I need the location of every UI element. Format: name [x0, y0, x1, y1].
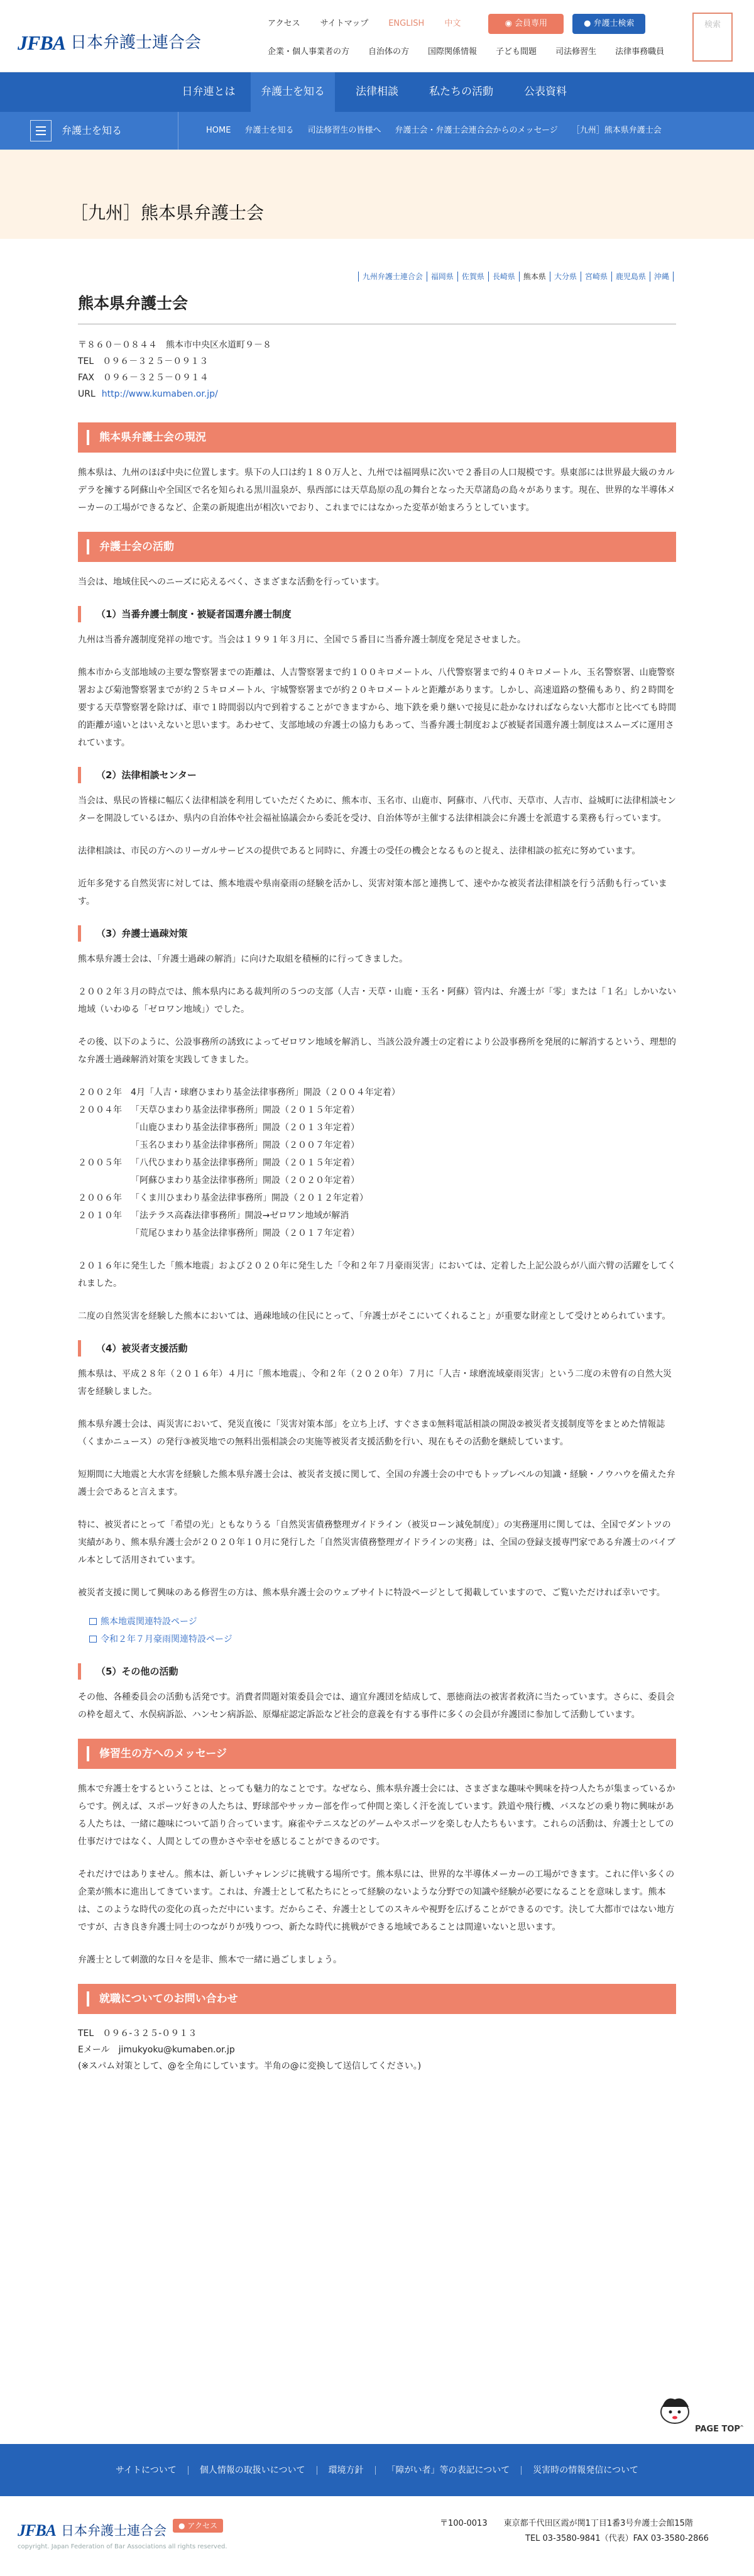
region-link-nagasaki[interactable]: 長崎県: [488, 272, 519, 282]
disaster-text-2: 熊本県弁護士会は、両災害において、発災直後に「災害対策本部」を立ち上げ、すぐさま①無料電話相談の開設②被災者支援制度等をまとめた情報誌（くまかニュース）の発行③被災地での無料出張相談会の実施等被災者支援活動を行い、現在もその活動を継続しています。: [78, 1419, 665, 1447]
util-english-link[interactable]: ENGLISH: [388, 19, 425, 29]
region-link-okinawa[interactable]: 沖縄: [650, 272, 674, 282]
section-heading-message: 修習生の方へのメッセージ: [78, 1739, 676, 1769]
section-heading-status: 熊本県弁護士会の現況: [78, 422, 676, 453]
region-link-oita[interactable]: 大分県: [550, 272, 581, 282]
logo-mark: JFBA: [18, 31, 66, 54]
disaster-text-3: 短期間に大地震と大水害を経験した熊本県弁護士会は、被災者支援に関して、全国の弁護士会の中でもトップレベルの知識・経験・ノウハウを備えた弁護士会であると言えます。: [78, 1470, 675, 1497]
section-heading-employment: 就職についてのお問い合わせ: [78, 1984, 676, 2014]
consultation-text-3: 近年多発する自然災害に対しては、熊本地震や県南豪雨の経験を活かし、災害対策本部と連携して、速やかな被災者法律相談を行う活動も行っています。: [78, 879, 667, 906]
footer-access-button[interactable]: [173, 2519, 223, 2533]
nav-item-legal-consultation[interactable]: 法律相談: [356, 85, 398, 99]
section-heading-activities: 弁護士会の活動: [78, 532, 676, 562]
util-sitemap-link[interactable]: サイトマップ: [320, 19, 369, 29]
site-header: [0, 0, 754, 72]
logo-text: 日本弁護士連合会: [70, 33, 202, 53]
consultation-text-2: 法律相談は、市民の方へのリーガルサービスの提供であると同時に、弁護士の受任の機会となるものと捉え、法律相談の拡充に努めています。: [78, 846, 641, 856]
lawyer-search-label: 弁護士検索: [593, 19, 635, 29]
org-url-link[interactable]: http://www.kumaben.or.jp/: [101, 389, 218, 399]
list-item: ２００５年 「八代ひまわり基金法律事務所」開設（２０１５年定着）: [78, 1158, 359, 1168]
org-name: 熊本県弁護士会: [78, 289, 676, 324]
util-access-link[interactable]: アクセス: [268, 19, 300, 29]
list-item: 「荒尾ひまわり基金法律事務所」開設（２０１７年定着）: [131, 1228, 359, 1238]
disaster-links: [89, 1613, 676, 1648]
member-only-button[interactable]: [488, 14, 564, 34]
person-icon: ●: [584, 19, 591, 29]
lock-icon: ◉: [505, 19, 512, 29]
employment-note: (※スパム対策として、@を全角にしています。半角の@に変換して送信してください。): [78, 2061, 422, 2071]
footer-link-privacy[interactable]: 個人情報の取扱いについて: [188, 2466, 317, 2475]
list-item: ２００２年 4月「人吉・球磨ひまわり基金法律事務所」開設（２００４年定着）: [78, 1087, 400, 1098]
site-footer: [0, 2496, 754, 2576]
audience-link-business[interactable]: 企業・個人事業者の方: [268, 47, 350, 57]
search-box[interactable]: [692, 13, 733, 62]
depopulation-text-4: ２０１６年に発生した「熊本地震」および２０２０年に発生した「令和２年７月豪雨災害」においては、定着した上記公設らが八面六臂の活躍をしてくれました。: [78, 1261, 676, 1289]
member-only-label: 会員専用: [515, 19, 548, 29]
list-item: 「玉名ひまわり基金法律事務所」開設（２００７年定着）: [131, 1140, 359, 1150]
employment-contact: [78, 2025, 676, 2074]
subheading-disaster-support: （4）被災者支援活動: [78, 1340, 676, 1357]
breadcrumb-current: ［九州］熊本県弁護士会: [571, 126, 662, 136]
disaster-text-1: 熊本県は、平成２８年（２０１６年）４月に「熊本地震」、令和２年（２０２０年）７月に「人吉・球磨流域豪雨災害」という二度の未曾有の自然大災害を経験しました。: [78, 1369, 672, 1397]
title-band: [0, 150, 754, 239]
depopulation-text-5: 二度の自然災害を経験した熊本においては、過疎地域の住民にとって、「弁護士がそこにいてくれること」が重要な財産として受けとめられています。: [78, 1311, 671, 1321]
consultation-text-1: 当会は、県民の皆様に幅広く法律相談を利用していただくために、熊本市、玉名市、山鹿市、阿蘇市、八代市、天草市、人吉市、益城町に法律相談センターを開設しているほか、県内の自治体や社会福祉協議会から委託を受け、自治体等が主催する法律相談会に弁護士を派遣する業務も行っています。: [78, 796, 676, 823]
employment-mail: Eメール jimukyoku@kumaben.or.jp: [78, 2045, 235, 2055]
message-text-1: 熊本で弁護士をするということは、とっても魅力的なことです。なぜなら、熊本県弁護士会には、さまざまな趣味や興味を持つ人たちが集まっているからです。例えば、スポーツ好きの人たちは、野球部やサッカー部を作って仲間と楽しく汗を流しています。鉄道や飛行機、バスなどの乗り物に興味がある人たちは、一緒に趣味について語り合っています。麻雀やテニスなどのゲームやスポーツを楽しむ人たちもいます。これらの活動は、弁護士としての仕事だけではなく、人間としての豊かさや幸せを感じることができるのです。: [78, 1784, 675, 1847]
breadcrumb: [206, 123, 662, 138]
duty-lawyer-text-1: 九州は当番弁護制度発祥の地です。当会は１９９１年３月に、全国で５番目に当番弁護士制度を発足させました。: [78, 635, 526, 645]
other-text: その他、各種委員会の活動も活発です。消費者問題対策委員会では、適宜弁護団を結成して、悪徳商法の被害者救済に当たっています。さらに、委員会の枠を超えて、水俣病訴訟、ハンセン病訴訟、原爆症認定訴訟など社会的意義を有する事件に多くの会員が弁護団に参加して活動しています。: [78, 1692, 675, 1720]
page-title: ［九州］熊本県弁護士会: [70, 202, 265, 223]
region-link-fukuoka[interactable]: 福岡県: [427, 272, 457, 282]
character-illustration-icon: [653, 2393, 697, 2425]
region-link-miyazaki[interactable]: 宮崎県: [581, 272, 611, 282]
breadcrumb-messages[interactable]: 弁護士会・弁護士会連合会からのメッセージ: [395, 126, 558, 136]
footer-link-notation[interactable]: 「障がい者」等の表記について: [375, 2466, 522, 2475]
breadcrumb-home[interactable]: HOME: [206, 126, 231, 136]
org-url-label: URL: [78, 389, 96, 399]
org-postal: 〒８６０－０８４４ 熊本市中央区水道町９－８: [78, 340, 271, 350]
section-name: 弁護士を知る: [62, 112, 178, 150]
search-label: 検索: [704, 20, 721, 30]
lawyer-search-button[interactable]: [572, 14, 645, 34]
subheading-other: （5）その他の活動: [78, 1663, 676, 1680]
list-item: 「阿蘇ひまわり基金法律事務所」開設（２０２０年定着）: [131, 1175, 359, 1186]
footer-link-about-site[interactable]: サイトについて: [116, 2465, 177, 2475]
org-fax: FAX ０９６－３２５－０９１４: [78, 373, 209, 383]
nav-item-activities[interactable]: 私たちの活動: [429, 85, 493, 99]
audience-link-international[interactable]: 国際関係情報: [428, 47, 478, 57]
list-item: 「山鹿ひまわり基金法律事務所」開設（２０１３年定着）: [131, 1123, 359, 1133]
footer-access-label: アクセス: [187, 2521, 217, 2530]
chevron-up-icon: ⌃: [739, 2424, 745, 2432]
footer-logo-text: 日本弁護士連合会: [61, 2523, 167, 2538]
message-text-3: 弁護士として刺激的な日々を是非、熊本で一緒に過ごしましょう。: [78, 1955, 342, 1965]
disaster-text-4: 特に、被災者にとって「希望の光」ともなりうる「自然災害債務整理ガイドライン（被災ローン減免制度）」の実務運用に関しては、全国でダントツの実績があり、熊本県弁護士会が２０２０年１０月に発行した「自然災害債務整理ガイドラインの実務」は、全国の登録支援専門家である弁護士のバイブル本として活用されています。: [78, 1520, 675, 1565]
employment-tel: TEL ０９６-３２５-０９１３: [78, 2028, 197, 2039]
nav-item-know-lawyers[interactable]: 弁護士を知る: [251, 72, 335, 112]
menu-icon[interactable]: [30, 120, 52, 141]
audience-nav: [268, 45, 683, 59]
footer-logo-mark: JFBA: [18, 2521, 57, 2540]
subheading-depopulation: （3）弁護士過疎対策: [78, 925, 676, 942]
depopulation-text-1: 熊本県弁護士会は、「弁護士過疎の解消」に向けた取組を積極的に行ってきました。: [78, 954, 408, 964]
nav-item-publications[interactable]: 公表資料: [524, 85, 567, 99]
footer-link-disaster-info[interactable]: 災害時の情報発信について: [521, 2466, 650, 2475]
audience-link-staff[interactable]: 法律事務職員: [615, 47, 665, 57]
activities-intro: 当会は、地域住民へのニーズに応えるべく、さまざまな活動を行っています。: [78, 577, 385, 587]
rain-page-link[interactable]: 令和２年７月豪雨関連特設ページ: [101, 1634, 232, 1644]
page-top-label: PAGE TOP: [695, 2425, 740, 2434]
footer-address: 〒100-0013 東京都千代田区霞が関1丁目1番3号弁護士会館15階: [440, 2519, 693, 2528]
depopulation-text-2: ２００２年３月の時点では、熊本県内にある裁判所の５つの支部（人吉・天草・山鹿・玉名・阿蘇）管内は、弁護士が「零」または「１名」しかいない地域（いわゆる「ゼロワン地域」）でした。: [78, 987, 676, 1015]
external-link-icon: [89, 1618, 97, 1625]
utility-nav: [268, 14, 645, 34]
org-tel: TEL ０９６－３２５－０９１３: [78, 356, 209, 366]
disaster-text-5: 被災者支援に関して興味のある修習生の方は、熊本県弁護士会のウェブサイトに特設ページとして掲載していますので、ご覧いただければ幸いです。: [78, 1588, 665, 1598]
copyright: copyright. Japan Federation of Bar Associations all rights reserved.: [18, 2543, 227, 2550]
nav-item-about[interactable]: 日弁連とは: [182, 85, 236, 99]
duty-lawyer-text-2: 熊本市から支部地域の主要な警察署までの距離は、人吉警察署まで約１００キロメートル、八代警察署まで約４０キロメートル、玉名警察署、山鹿警察署および菊池警察署までが約２５キロメートル、宇城警察署までが約２０キロメートルと距離があります。しかし、高速道路の整備もあり、約２時間を要する天草警察署を除けば、車で１時間弱以内で到着することができますから、地下鉄を乗り継いで接見に赴かなければならない大都市と比べても時間的距離が遠いとはいえないと思います。あわせて、支部地域の弁護士の協力もあって、当番弁護士制度および被疑者国選弁護士制度はスムーズに運用されています。: [78, 668, 676, 748]
subheading-duty-lawyer: （1）当番弁護士制度・被疑者国選弁護士制度: [78, 606, 676, 622]
message-text-2: それだけではありません。熊本は、新しいチャレンジに挑戦する場所です。熊本県には、世界的な半導体メーカーの工場ができます。これに伴い多くの企業が熊本に進出してきています。これは、弁護士として私たちにとって経験のないような分野での知識や経験が必要になることを意味します。熊本は、このような時代の変化の真っただ中にいます。だからこそ、弁護士としてのスキルや視野を広げることができるのです。決して大都市ではない地方ですが、古き良き弁護士同士のつながりが残りつつ、新たな時代に挑戦ができる地域であることは間違いないと思います。: [78, 1869, 675, 1932]
list-item: ２００４年 「天草ひまわり基金法律事務所」開設（２０１５年定着）: [78, 1105, 359, 1115]
breadcrumb-trainees[interactable]: 司法修習生の皆様へ: [307, 126, 381, 136]
audience-link-trainees[interactable]: 司法修習生: [555, 47, 597, 57]
list-item: ２０１０年 「法テラス高森法律事務所」開設→ゼロワン地域が解消: [78, 1211, 349, 1221]
region-link-saga[interactable]: 佐賀県: [457, 272, 488, 282]
site-logo[interactable]: [18, 25, 201, 62]
audience-link-municipality[interactable]: 自治体の方: [368, 47, 410, 57]
main-nav: [0, 72, 754, 112]
status-text: 熊本県は、九州のほぼ中央に位置します。県下の人口は約１８０万人と、九州では福岡県に次いで２番目の人口規模です。県東部には世界最大級のカルデラを擁する阿蘇山や全国区で名を知られる黒川温泉が、県西部には天草島原の乱の舞台となった天草諸島の島々があります。現在、世界的な半導体メーカーの工場ができるなど、企業の新規進出が相次いでおり、これまでにはなかった変革が始まろうとしています。: [78, 468, 675, 513]
footer-link-environment[interactable]: 環境方針: [317, 2466, 375, 2475]
footer-nav: [0, 2444, 754, 2496]
main-content: [78, 289, 676, 2094]
list-item: ２００６年 「くま川ひまわり基金法律事務所」開設（２０１２年定着）: [78, 1193, 368, 1203]
earthquake-page-link[interactable]: 熊本地震関連特設ページ: [101, 1617, 197, 1627]
region-nav: [358, 272, 674, 282]
org-contact: [78, 337, 676, 402]
region-link-kagoshima[interactable]: 鹿児島県: [611, 272, 650, 282]
page-top-button[interactable]: [653, 2393, 745, 2440]
location-icon: ●: [178, 2521, 188, 2530]
depopulation-text-3: その後、以下のように、公設事務所の誘致によってゼロワン地域を解消し、当該公設弁護士の定着により公設事務所を発展的に解消するという、理想的な弁護士過疎解消対策を実践してきました。: [78, 1037, 676, 1065]
public-office-list: [78, 1084, 676, 1242]
section-bar: [0, 112, 754, 150]
breadcrumb-know-lawyers[interactable]: 弁護士を知る: [244, 126, 294, 136]
audience-link-children[interactable]: 子ども間題: [496, 47, 537, 57]
subheading-consultation-center: （2）法律相談センター: [78, 767, 676, 783]
region-link-kyushu[interactable]: 九州弁護士連合会: [358, 272, 427, 282]
external-link-icon: [89, 1636, 97, 1643]
util-chinese-link[interactable]: 中文: [444, 19, 461, 29]
footer-phone: TEL 03-3580-9841（代表）FAX 03-3580-2866: [525, 2534, 709, 2543]
region-current-kumamoto: 熊本県: [519, 272, 550, 282]
